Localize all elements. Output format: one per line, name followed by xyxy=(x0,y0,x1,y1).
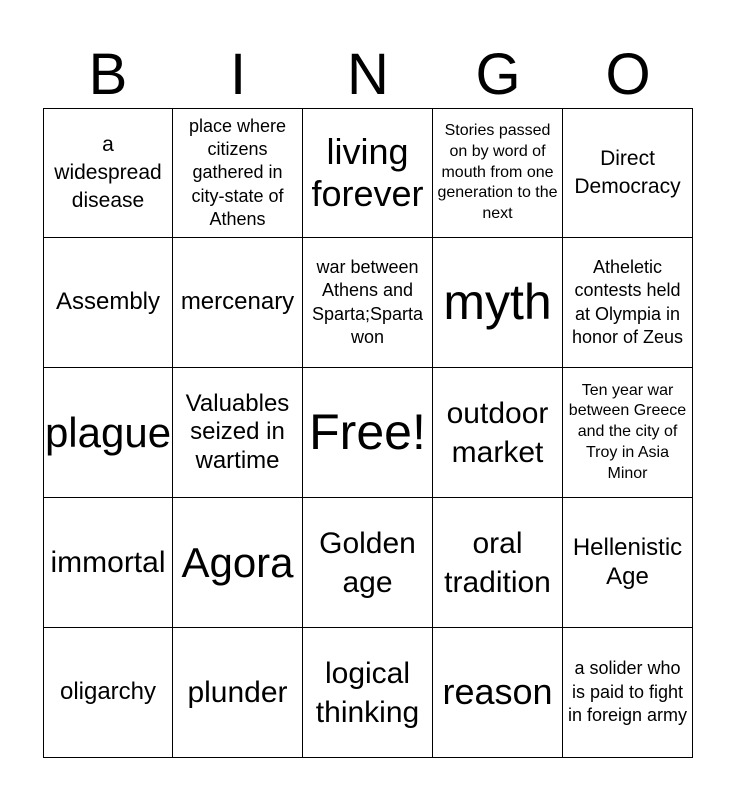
bingo-cell: Hellenistic Age xyxy=(563,498,693,628)
bingo-cell: Valuables seized in wartime xyxy=(173,368,303,498)
bingo-cell: oral tradition xyxy=(433,498,563,628)
bingo-cell: Direct Democracy xyxy=(563,108,693,238)
bingo-cell: mercenary xyxy=(173,238,303,368)
bingo-cell: Golden age xyxy=(303,498,433,628)
bingo-cell: Agora xyxy=(173,498,303,628)
bingo-cell: living forever xyxy=(303,108,433,238)
bingo-grid xyxy=(43,108,693,758)
bingo-cell: Stories passed on by word of mouth from one generation to the next xyxy=(433,108,563,238)
bingo-cell: Assembly xyxy=(43,238,173,368)
bingo-cell: logical thinking xyxy=(303,628,433,758)
bingo-cell: place where citizens gathered in city-state of Athens xyxy=(173,108,303,238)
bingo-cell: a solider who is paid to fight in foreign army xyxy=(563,628,693,758)
bingo-cell: myth xyxy=(433,238,563,368)
header-letter-n: N xyxy=(347,42,389,107)
bingo-cell: oligarchy xyxy=(43,628,173,758)
bingo-cell: war between Athens and Sparta;Sparta won xyxy=(303,238,433,368)
bingo-cell: reason xyxy=(433,628,563,758)
header-letter-g: G xyxy=(475,42,521,107)
bingo-cell: Ten year war between Greece and the city of Troy in Asia Minor xyxy=(563,368,693,498)
bingo-cell: plague xyxy=(43,368,173,498)
bingo-cell: plunder xyxy=(173,628,303,758)
header-letter-o: O xyxy=(605,42,651,107)
header-letter-b: B xyxy=(88,42,128,107)
free-space: Free! xyxy=(303,368,433,498)
bingo-cell: a widespread disease xyxy=(43,108,173,238)
bingo-cell: outdoor market xyxy=(433,368,563,498)
header-letter-i: I xyxy=(229,42,247,107)
bingo-header xyxy=(43,42,693,108)
bingo-cell: immortal xyxy=(43,498,173,628)
bingo-cell: Atheletic contests held at Olympia in honor of Zeus xyxy=(563,238,693,368)
